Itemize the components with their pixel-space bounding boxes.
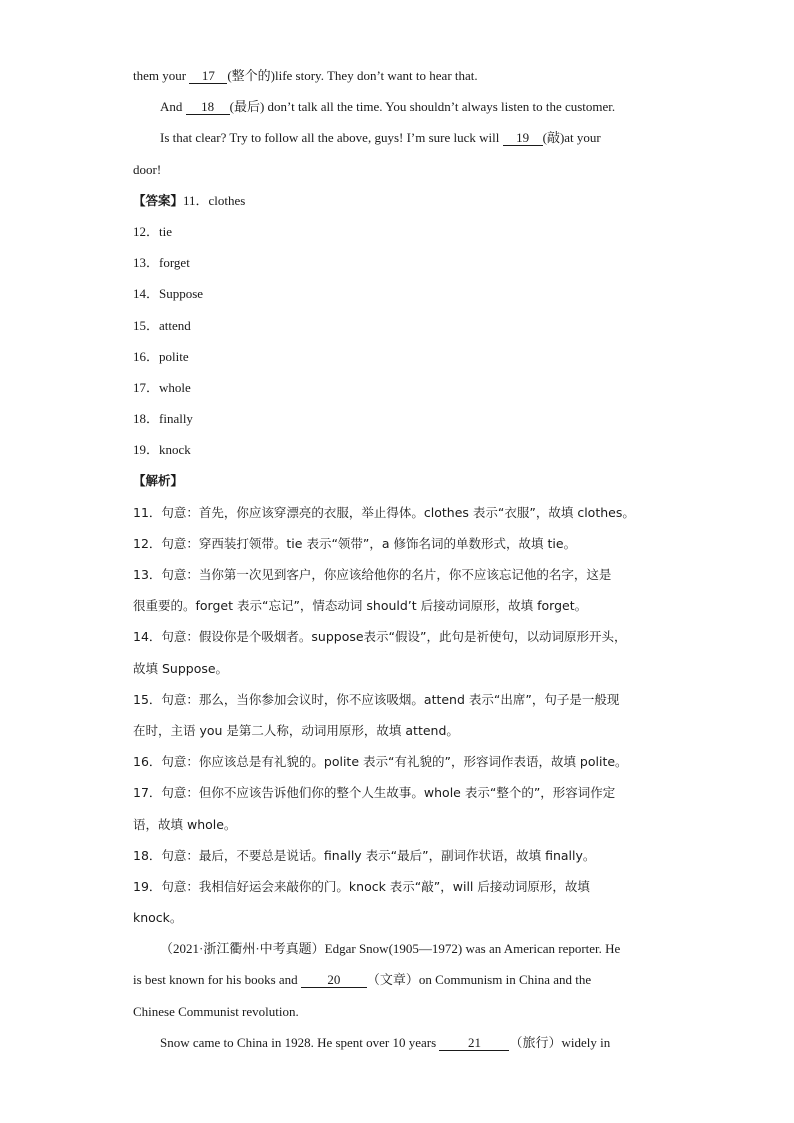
passage-line: door! xyxy=(133,161,162,177)
passage-text: （文章）on Communism in China and the xyxy=(366,972,592,988)
analysis-line: 在时，主语 you 是第二人称，动词用原形，故填 attend。 xyxy=(133,722,459,738)
analysis-line: 13．句意：当你第一次见到客户，你应该给他你的名片，你不应该忘记他的名字，这是 xyxy=(133,567,612,582)
answer-item: 12．tie xyxy=(133,223,172,239)
answer-item: 17．whole xyxy=(133,379,191,395)
passage-text: Snow came to China in 1928. He spent over 10 years xyxy=(160,1034,440,1050)
document-page xyxy=(133,60,663,1058)
passage-text: them your xyxy=(133,68,190,83)
answer-item: 14．Suppose xyxy=(133,286,204,302)
passage-line xyxy=(133,1027,663,1058)
passage-text: Is that clear? Try to follow all the above, guys! I’m sure luck will xyxy=(160,130,503,146)
answer-label: 【答案】 xyxy=(133,192,184,208)
analysis-line: knock。 xyxy=(133,910,183,926)
analysis-line: 11．句意：首先，你应该穿漂亮的衣服，举止得体。clothes 表示“衣服”，故填 clothes。 xyxy=(133,504,635,520)
analysis-label: 【解析】 xyxy=(133,473,184,489)
passage-line xyxy=(133,60,663,91)
blank-18: 18 xyxy=(186,100,230,115)
blank-17: 17 xyxy=(189,69,227,84)
analysis-line: 19．句意：我相信好运会来敲你的门。knock 表示“敲”，will 后接动词原形，故填 xyxy=(133,878,590,894)
analysis-line: 17．句意：但你不应该告诉他们你的整个人生故事。whole 表示“整个的”，形容词作定 xyxy=(133,785,616,801)
passage-text: （旅行）widely in xyxy=(509,1034,611,1050)
passage-line: Chinese Communist revolution. xyxy=(133,1003,299,1019)
passage-text: (整个的)life story. They don’t want to hear that. xyxy=(227,68,478,83)
answer-heading xyxy=(133,185,663,216)
passage-line xyxy=(133,91,663,122)
blank-19: 19 xyxy=(503,131,543,146)
passage-line xyxy=(133,122,663,153)
answer-item: 19．knock xyxy=(133,442,191,458)
answer-item: 16．polite xyxy=(133,348,189,364)
analysis-line: 12．句意：穿西装打领带。tie 表示“领带”，a 修饰名词的单数形式，故填 tie。 xyxy=(133,535,577,551)
analysis-line: 故填 Suppose。 xyxy=(133,660,229,676)
analysis-line: 语，故填 whole。 xyxy=(133,816,237,832)
analysis-line: 15．句意：那么，当你参加会议时，你不应该吸烟。attend 表示“出席”，句子是一般现 xyxy=(133,691,620,707)
passage-text: (最后) don’t talk all the time. You shouldn’t always listen to the customer. xyxy=(229,99,616,115)
analysis-line: 18．句意：最后，不要总是说话。finally 表示“最后”，副词作状语，故填 finally。 xyxy=(133,847,596,863)
passage-text: is best known for his books and xyxy=(133,972,301,988)
answer-item: 13．forget xyxy=(133,255,190,271)
analysis-line: 14．句意：假设你是个吸烟者。suppose表示“假设”，此句是祈使句，以动词原形开头， xyxy=(133,629,627,645)
answer-item: 11．clothes xyxy=(183,192,246,208)
passage-text: And xyxy=(160,99,186,115)
blank-20: 20 xyxy=(301,973,367,988)
passage-text: (敲)at your xyxy=(542,130,601,146)
passage-line xyxy=(133,964,663,995)
blank-21: 21 xyxy=(439,1036,509,1051)
answer-item: 15．attend xyxy=(133,317,191,333)
analysis-line: 16．句意：你应该总是有礼貌的。polite 表示“有礼貌的”，形容词作表语，故填 polite。 xyxy=(133,754,628,770)
passage-line: （2021·浙江衢州·中考真题）Edgar Snow(1905—1972) was an American reporter. He xyxy=(160,941,621,957)
analysis-line: 很重要的。forget 表示“忘记”，情态动词 should’t 后接动词原形，故填 forget。 xyxy=(133,598,588,614)
answer-item: 18．finally xyxy=(133,411,193,427)
